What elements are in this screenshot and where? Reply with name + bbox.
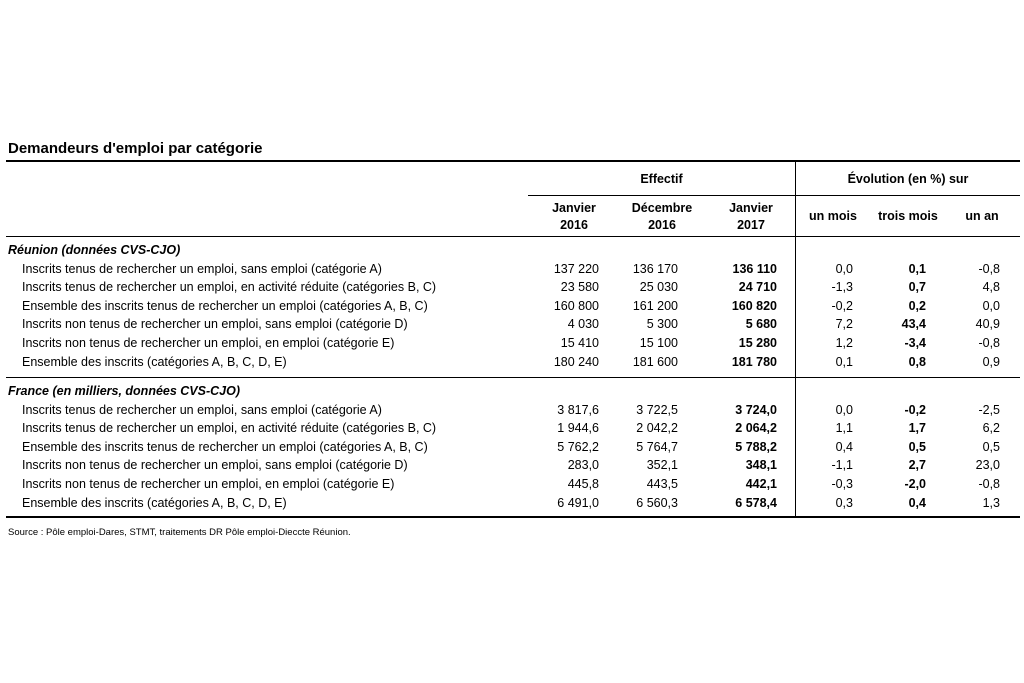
cell-un-an: 1,3 [982, 495, 1000, 510]
cell-janvier-2016: 6 491,0 [557, 495, 599, 510]
cell-un-mois: 0,1 [835, 354, 853, 369]
cell-un-an: 40,9 [975, 317, 1000, 332]
table-title: Demandeurs d'emploi par catégorie [8, 140, 263, 157]
cell-janvier-2017: 442,1 [745, 477, 777, 491]
top-rule [6, 160, 1020, 162]
cell-un-an: -0,8 [978, 336, 1000, 350]
cell-un-mois: 0,4 [835, 439, 853, 454]
cell-un-an: -0,8 [978, 261, 1000, 276]
cell-janvier-2016: 445,8 [567, 477, 599, 491]
cell-un-mois: 1,1 [835, 421, 853, 436]
header-col1-line2: 2016 [560, 218, 588, 232]
cell-janvier-2016: 180 240 [553, 354, 599, 369]
cell-janvier-2016: 23 580 [560, 280, 599, 295]
header-col6: un an [965, 209, 999, 223]
cell-janvier-2017: 24 710 [738, 280, 777, 295]
cell-janvier-2017: 3 724,0 [735, 402, 777, 417]
row-label: Inscrits non tenus de rechercher un emploi, en emploi (catégorie E) [22, 477, 395, 491]
cell-un-mois: 0,0 [835, 402, 853, 417]
cell-un-mois: 7,2 [835, 317, 853, 332]
cell-un-mois: 0,3 [835, 495, 853, 510]
row-label: Inscrits tenus de rechercher un emploi, sans emploi (catégorie A) [22, 402, 382, 417]
cell-un-an: 0,9 [982, 354, 1000, 369]
cell-trois-mois: -0,2 [904, 402, 926, 417]
header-bottom-rule [6, 236, 1020, 237]
header-evolution: Évolution (en %) sur [847, 172, 969, 186]
cell-un-an: -0,8 [978, 477, 1000, 491]
cell-trois-mois: 2,7 [908, 458, 926, 473]
cell-janvier-2017: 348,1 [745, 458, 777, 473]
cell-decembre-2016: 181 600 [632, 354, 678, 369]
cell-decembre-2016: 161 200 [632, 298, 678, 313]
cell-janvier-2017: 136 110 [732, 261, 777, 276]
cell-trois-mois: 0,7 [908, 280, 926, 295]
cell-decembre-2016: 352,1 [646, 458, 678, 473]
cell-trois-mois: 0,5 [908, 439, 926, 454]
cell-janvier-2017: 160 820 [731, 298, 777, 313]
row-label: Inscrits tenus de rechercher un emploi, sans emploi (catégorie A) [22, 261, 382, 276]
cell-janvier-2016: 15 410 [560, 336, 599, 350]
cell-trois-mois: 0,2 [908, 298, 926, 313]
cell-decembre-2016: 443,5 [646, 477, 678, 491]
row-label: Inscrits tenus de rechercher un emploi, en activité réduite (catégories B, C) [22, 421, 437, 436]
header-col3-line2: 2017 [737, 218, 765, 232]
cell-decembre-2016: 2 042,2 [636, 421, 678, 436]
cell-un-an: 0,5 [982, 439, 1000, 454]
section-divider-rule [6, 377, 1020, 378]
cell-trois-mois: 43,4 [901, 317, 926, 332]
row-label: Inscrits tenus de rechercher un emploi, en activité réduite (catégories B, C) [22, 280, 437, 295]
cell-janvier-2017: 5 680 [745, 317, 777, 332]
cell-decembre-2016: 5 300 [646, 317, 678, 332]
cell-un-an: 4,8 [982, 280, 1000, 295]
cell-trois-mois: 0,8 [908, 354, 926, 369]
cell-un-an: -2,5 [978, 402, 1000, 417]
cell-decembre-2016: 15 100 [639, 336, 678, 350]
header-sub-rule [528, 195, 1020, 196]
cell-janvier-2016: 160 800 [553, 298, 599, 313]
cell-janvier-2016: 283,0 [567, 458, 599, 473]
header-col2-line1: Décembre [631, 201, 693, 215]
cell-decembre-2016: 3 722,5 [636, 402, 678, 417]
cell-janvier-2017: 2 064,2 [735, 421, 777, 436]
cell-janvier-2016: 1 944,6 [557, 421, 599, 436]
cell-un-mois: -0,2 [831, 298, 853, 313]
row-label: Inscrits non tenus de rechercher un emploi, en emploi (catégorie E) [22, 336, 395, 350]
cell-janvier-2016: 3 817,6 [557, 402, 599, 417]
header-effectif: Effectif [640, 172, 683, 186]
cell-un-mois: 1,2 [835, 336, 853, 350]
cell-trois-mois: 1,7 [908, 421, 926, 436]
cell-janvier-2016: 137 220 [553, 261, 599, 276]
section-label: France (en milliers, données CVS-CJO) [8, 384, 241, 398]
cell-janvier-2017: 181 780 [731, 354, 777, 369]
row-label: Ensemble des inscrits (catégories A, B, C, D, E) [22, 495, 287, 510]
cell-decembre-2016: 136 170 [632, 261, 678, 276]
row-label: Ensemble des inscrits tenus de rechercher un emploi (catégories A, B, C) [22, 298, 428, 313]
cell-un-an: 23,0 [975, 458, 1000, 473]
cell-janvier-2017: 5 788,2 [735, 439, 777, 454]
cell-janvier-2017: 6 578,4 [735, 495, 777, 510]
cell-trois-mois: 0,4 [908, 495, 926, 510]
cell-un-mois: -1,3 [831, 280, 853, 295]
header-col2-line2: 2016 [648, 218, 676, 232]
source-note: Source : Pôle emploi-Dares, STMT, traitements DR Pôle emploi-Dieccte Réunion. [8, 527, 351, 538]
cell-decembre-2016: 25 030 [639, 280, 678, 295]
cell-janvier-2017: 15 280 [738, 336, 777, 350]
cell-trois-mois: 0,1 [908, 261, 926, 276]
cell-un-mois: -0,3 [831, 477, 853, 491]
cell-decembre-2016: 6 560,3 [636, 495, 678, 510]
bottom-rule [6, 516, 1020, 518]
cell-un-mois: 0,0 [835, 261, 853, 276]
header-col4: un mois [809, 209, 857, 223]
header-col5: trois mois [878, 209, 938, 223]
cell-un-an: 6,2 [982, 421, 1000, 436]
header-col1-line1: Janvier [552, 201, 596, 215]
section-label: Réunion (données CVS-CJO) [8, 243, 181, 257]
cell-janvier-2016: 5 762,2 [557, 439, 599, 454]
header-col3-line1: Janvier [729, 201, 773, 215]
row-label: Inscrits non tenus de rechercher un emploi, sans emploi (catégorie D) [22, 317, 408, 332]
cell-un-mois: -1,1 [831, 458, 853, 473]
row-label: Ensemble des inscrits (catégories A, B, C, D, E) [22, 354, 287, 369]
row-label: Ensemble des inscrits tenus de rechercher un emploi (catégories A, B, C) [22, 439, 428, 454]
cell-trois-mois: -3,4 [904, 336, 926, 350]
cell-janvier-2016: 4 030 [567, 317, 599, 332]
cell-un-an: 0,0 [982, 298, 1000, 313]
cell-trois-mois: -2,0 [904, 477, 926, 491]
cell-decembre-2016: 5 764,7 [636, 439, 678, 454]
row-label: Inscrits non tenus de rechercher un emploi, sans emploi (catégorie D) [22, 458, 408, 473]
